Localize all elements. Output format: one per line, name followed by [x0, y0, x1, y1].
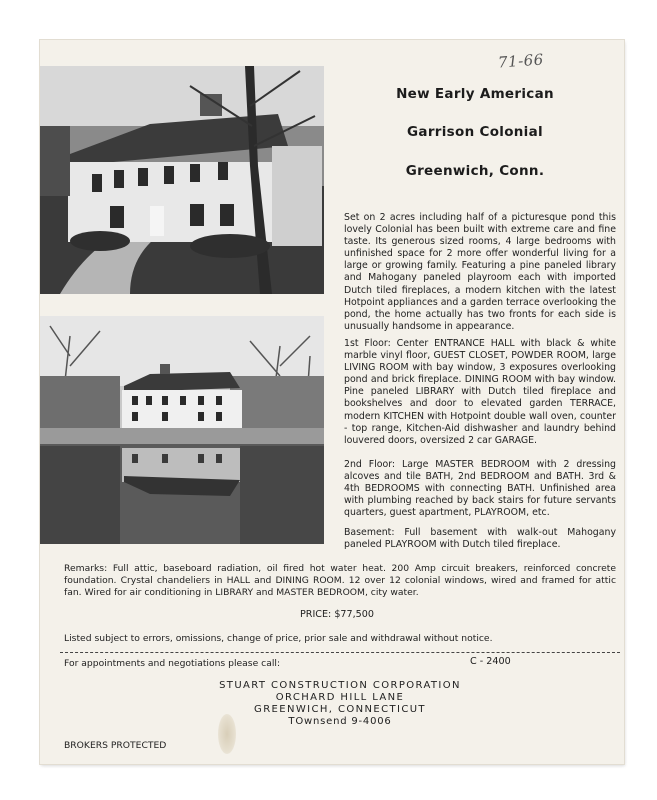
disclaimer-line: Listed subject to errors, omissions, change of price, prior sale and withdrawal without notice.	[64, 633, 493, 644]
company-street: ORCHARD HILL LANE	[275, 692, 405, 703]
company-name: STUART CONSTRUCTION CORPORATION	[219, 680, 461, 691]
first-floor-paragraph: 1st Floor: Center ENTRANCE HALL with black & white marble vinyl floor, GUEST CLOSET, POWDER ROOM, large LIVING ROOM with bay window, 3 exposures overlooking pond and brick fireplace. DINING ROOM with bay window. Pine paneled LIBRARY with Dutch tiled fireplace and bookshelves and door to elevated garden TERRACE, modern KITCHEN with Hotpoint double wall oven, counter - top range, Kitchen-Aid dishwasher and laundry behind louvered doors, oversized 2 car GARAGE.	[344, 338, 616, 446]
listing-location: Greenwich, Conn.	[405, 163, 545, 179]
price-line: PRICE: $77,500	[300, 609, 374, 620]
company-city: GREENWICH, CONNECTICUT	[254, 704, 426, 715]
brokers-protected-note: BROKERS PROTECTED	[64, 740, 167, 751]
company-phone: TOwnsend 9-4006	[288, 716, 392, 727]
intro-paragraph: Set on 2 acres including half of a picturesque pond this lovely Colonial has been built with extreme care and fine taste. Its generous sized rooms, 4 large bedrooms with unfinished space for 2 more offer wonderful living for a large or growing family. Featuring a pine paneled library and Mahogany paneled playroom each with imported Dutch tiled fireplaces, a modern kitchen with the latest Hotpoint appliances and a garden terrace overlooking the pond, the home actually has two fronts for each side is unusually handsome in appearance.	[344, 212, 616, 332]
appointments-line: For appointments and negotiations please call:	[64, 658, 281, 669]
listing-title-line-1: New Early American	[396, 86, 554, 102]
dashed-divider	[60, 652, 620, 653]
handwritten-note: 71-66	[497, 50, 545, 72]
basement-paragraph: Basement: Full basement with walk-out Mahogany paneled PLAYROOM with Dutch tiled fireplace.	[344, 527, 616, 551]
house-pond-photo	[40, 316, 324, 544]
second-floor-paragraph: 2nd Floor: Large MASTER BEDROOM with 2 dressing alcoves and tile BATH, 2nd BEDROOM and BATH. 3rd & 4th BEDROOMS with connecting BATH. Unfinished area with plumbing reached by back stairs for future servants quarters, guest apartment, PLAYROOM, etc.	[344, 459, 616, 519]
listing-code: C - 2400	[470, 656, 511, 667]
remarks-paragraph: Remarks: Full attic, baseboard radiation, oil fired hot water heat. 200 Amp circuit breakers, reinforced concrete foundation. Crystal chandeliers in HALL and DINING ROOM. 12 over 12 colonial windows, wired and framed for attic fan. Wired for air conditioning in LIBRARY and MASTER BEDROOM, city water.	[64, 563, 616, 598]
paper-stain	[218, 714, 236, 754]
listing-title-line-2: Garrison Colonial	[407, 124, 543, 140]
house-front-photo	[40, 66, 324, 294]
